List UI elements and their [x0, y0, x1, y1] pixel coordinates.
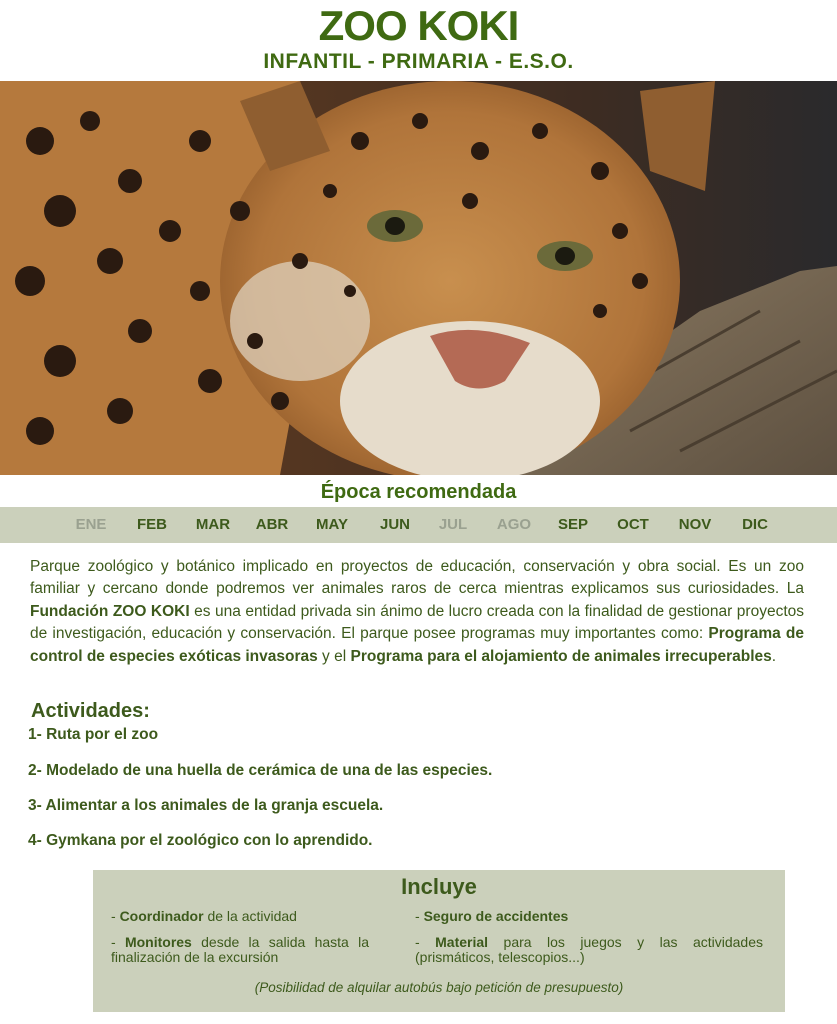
month-ago: AGO [496, 516, 532, 533]
includes-title: Incluye [401, 874, 477, 899]
month-oct: OCT [617, 516, 649, 533]
month-ene: ENE [75, 516, 107, 533]
activity-item: 3- Alimentar a los animales de la granja escuela. [28, 797, 384, 814]
activity-item: 4- Gymkana por el zoológico con lo aprendido. [28, 832, 373, 849]
desc-bold-programa-alojamiento: Programa para el alojamiento de animales irrecuperables [350, 647, 772, 665]
include-item-seguro: - Seguro de accidentes [415, 908, 569, 924]
include-item-coordinador: - Coordinador de la actividad [111, 908, 297, 924]
season-title: Época recomendada [320, 481, 517, 503]
desc-text-1: Parque zoológico y botánico implicado en proyectos de educación, conservación y obra social. Es un zoo familiar y cercano donde podremos ver animales raros de cerca mientras explicamos sus curiosidades. La [30, 558, 804, 598]
activities-title: Actividades: [31, 700, 150, 722]
description-paragraph [30, 556, 804, 668]
include-item-material: - Material para los juegos y las actividades (prismáticos, telescopios...) [415, 934, 763, 965]
desc-bold-fundacion: Fundación ZOO KOKI [30, 602, 190, 620]
activity-item: 2- Modelado de una huella de cerámica de una de las especies. [28, 762, 493, 779]
include-item-monitores: - Monitores desde la salida hasta la finalización de la excursión [111, 934, 369, 965]
desc-bold-programa-invasoras: Programa de control de especies exóticas invasoras [30, 625, 805, 665]
month-abr: ABR [255, 516, 289, 533]
page-title: ZOO KOKI [318, 2, 519, 49]
month-may: MAY [316, 516, 348, 533]
month-feb: FEB [137, 516, 167, 533]
month-jul: JUL [438, 516, 468, 533]
activity-item: 1- Ruta por el zoo [28, 726, 159, 743]
includes-box [93, 870, 785, 1012]
jaguar-illustration [0, 81, 837, 475]
month-mar: MAR [195, 516, 231, 533]
months-band [0, 507, 837, 543]
desc-text-2: es una entidad privada sin ánimo de lucro creada con la finalidad de gestionar proyectos de investigación, educación y conservación. El parque posee programas muy importantes como: [30, 602, 804, 643]
page-subtitle: INFANTIL - PRIMARIA - E.S.O. [263, 50, 574, 73]
desc-text-3: y el [317, 647, 351, 665]
month-sep: SEP [557, 516, 588, 533]
hero-jaguar-photo [0, 81, 837, 475]
month-jun: JUN [379, 516, 410, 533]
month-nov: NOV [678, 516, 712, 533]
bus-note: (Posibilidad de alquilar autobús bajo petición de presupuesto) [254, 980, 624, 995]
desc-text-4: . [771, 647, 777, 665]
month-dic: DIC [742, 516, 768, 533]
